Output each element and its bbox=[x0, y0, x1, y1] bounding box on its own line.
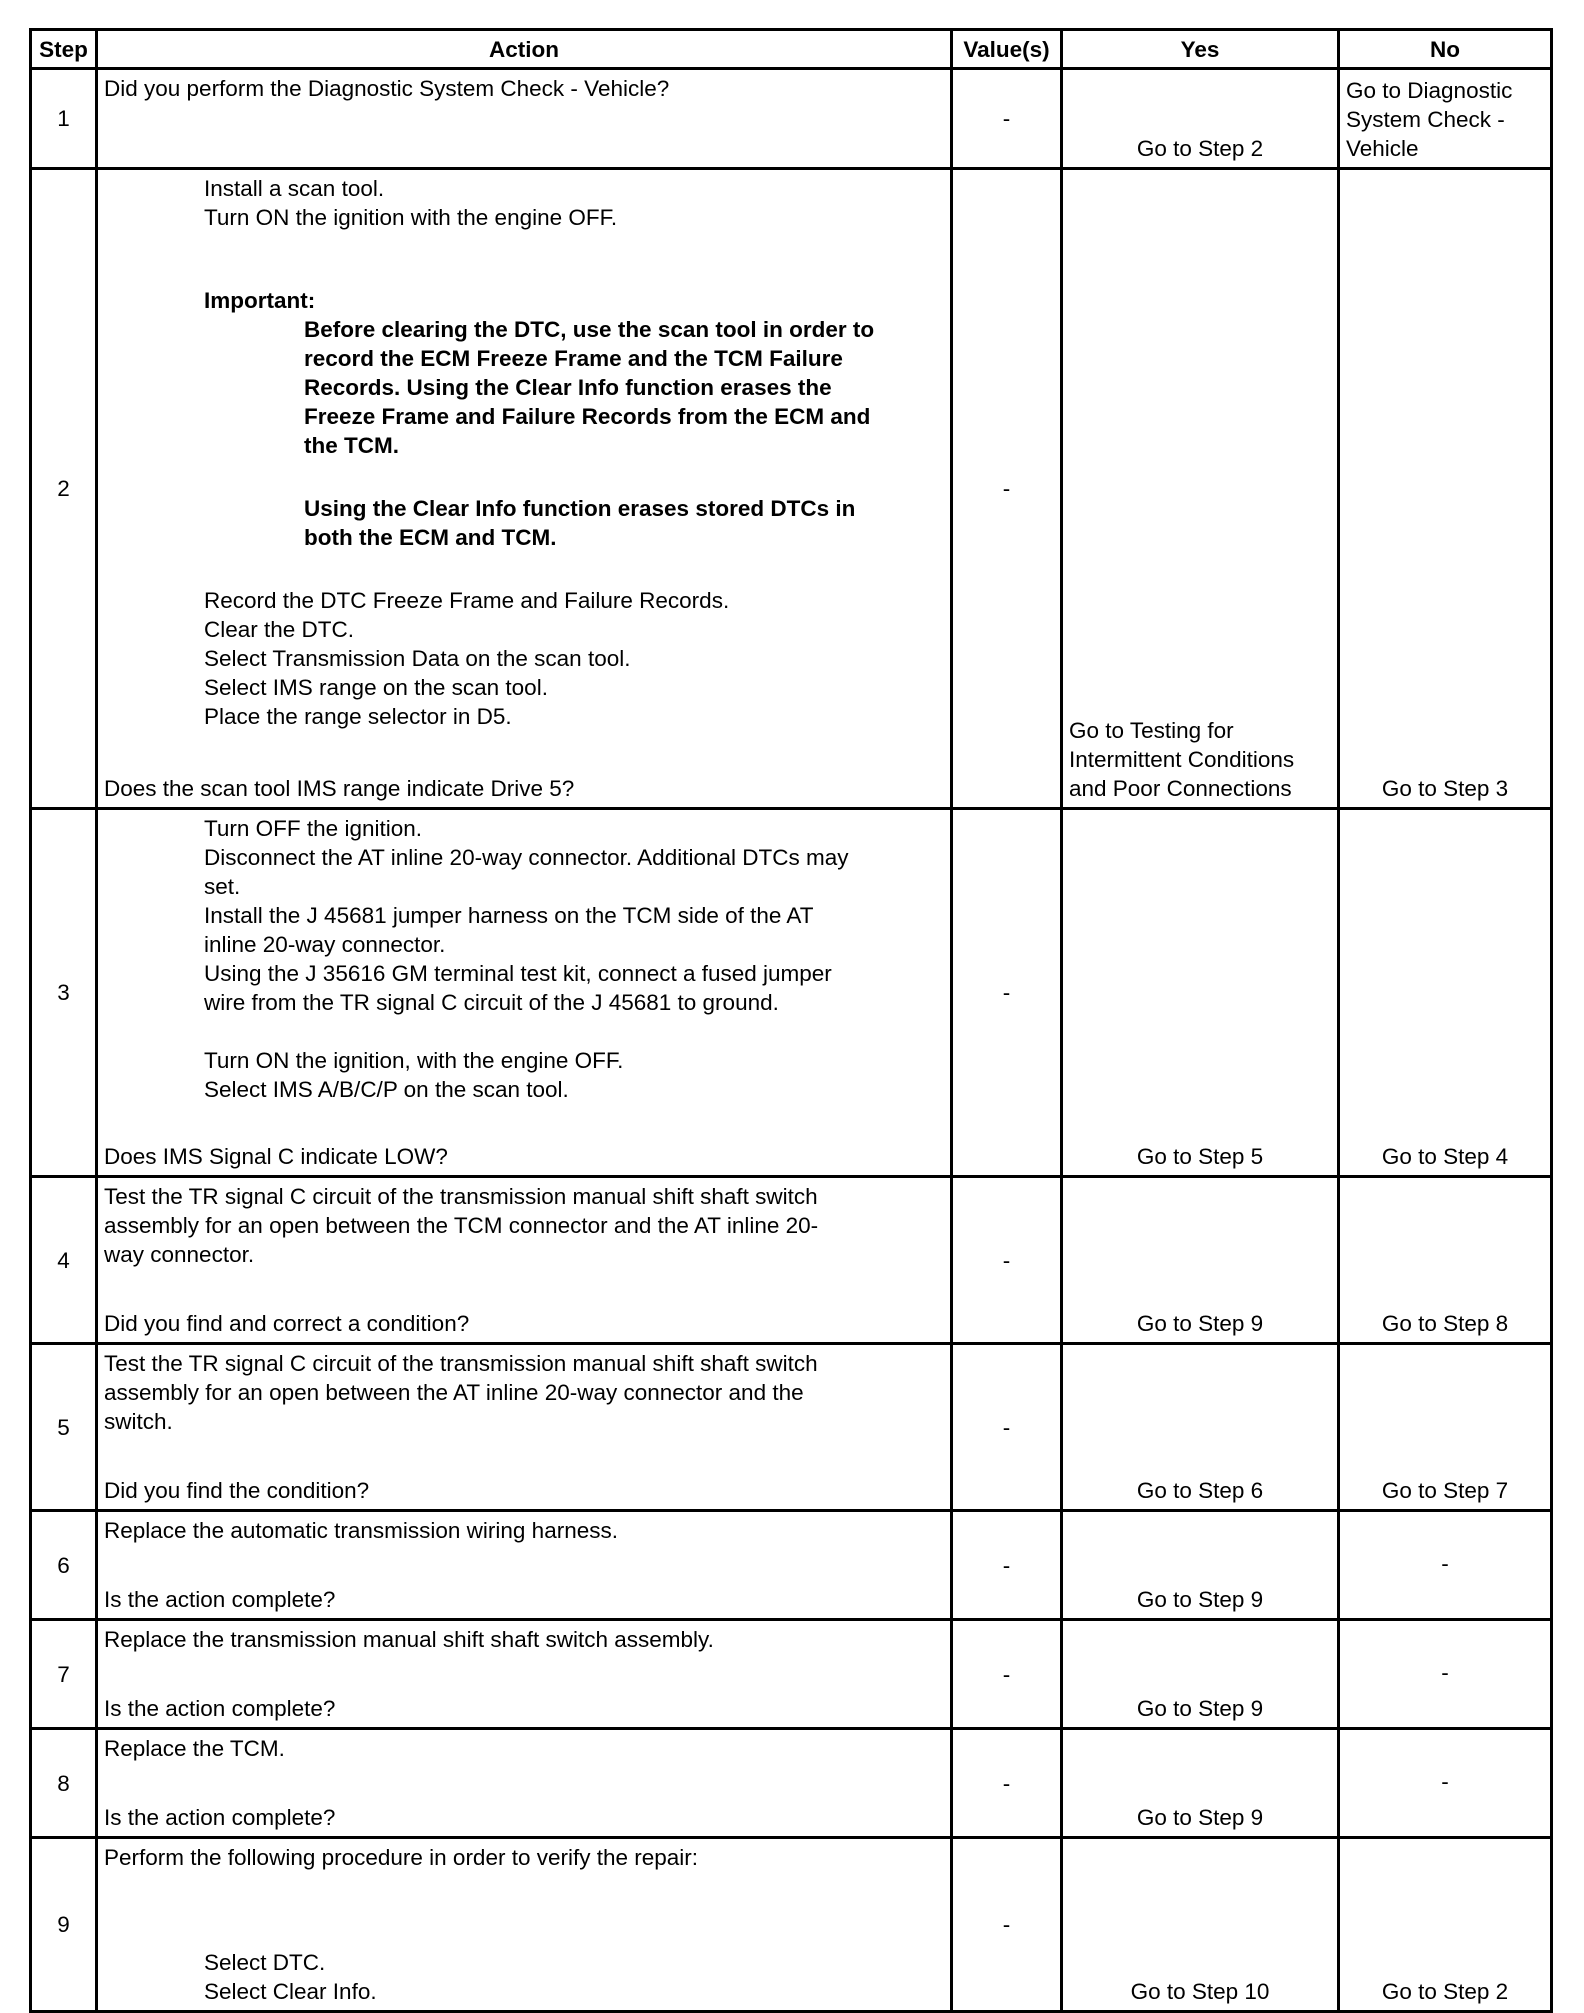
yes-cell bbox=[1062, 1838, 1339, 2012]
yes-cell bbox=[1062, 1511, 1339, 1620]
no-cell bbox=[1339, 1511, 1552, 1620]
action-text: assembly for an open between the AT inline 20-way connector and the bbox=[104, 1380, 804, 1405]
action-cell bbox=[97, 1620, 952, 1729]
table-row bbox=[31, 809, 1552, 1177]
value-cell: - bbox=[952, 69, 1062, 169]
action-text: Perform the following procedure in order to verify the repair: bbox=[104, 1845, 699, 1870]
step-number: 2 bbox=[31, 169, 97, 809]
no-text: Go to Step 8 bbox=[1381, 1311, 1509, 1336]
action-text: inline 20-way connector. bbox=[204, 932, 446, 957]
action-text: Replace the TCM. bbox=[104, 1736, 285, 1761]
action-question: Did you find the condition? bbox=[104, 1478, 370, 1503]
action-text: Select Transmission Data on the scan tool. bbox=[204, 646, 631, 671]
no-cell bbox=[1339, 1620, 1552, 1729]
action-text: both the ECM and TCM. bbox=[304, 525, 557, 550]
action-cell bbox=[97, 1838, 952, 2012]
action-text: Install a scan tool. bbox=[204, 176, 385, 201]
action-text: Freeze Frame and Failure Records from the ECM and bbox=[304, 404, 871, 429]
action-text: record the ECM Freeze Frame and the TCM Failure bbox=[304, 346, 843, 371]
action-text: Turn ON the ignition, with the engine OFF. bbox=[204, 1048, 624, 1073]
step-number: 8 bbox=[31, 1729, 97, 1838]
value-cell: - bbox=[952, 1344, 1062, 1511]
no-text: - bbox=[1441, 1659, 1449, 1685]
header-row bbox=[31, 30, 1552, 69]
no-cell bbox=[1339, 809, 1552, 1177]
yes-cell bbox=[1062, 1729, 1339, 1838]
header-no: No bbox=[1339, 30, 1552, 69]
action-text: Did you perform the Diagnostic System Check - Vehicle? bbox=[104, 76, 670, 101]
table-row bbox=[31, 1620, 1552, 1729]
no-text: Go to Step 4 bbox=[1381, 1144, 1509, 1169]
action-question: Is the action complete? bbox=[104, 1805, 336, 1830]
no-text: System Check - bbox=[1346, 107, 1505, 132]
no-cell bbox=[1339, 1177, 1552, 1344]
action-text: Clear the DTC. bbox=[204, 617, 355, 642]
step-number: 5 bbox=[31, 1344, 97, 1511]
header-yes: Yes bbox=[1062, 30, 1339, 69]
action-text: Install the J 45681 jumper harness on the TCM side of the AT bbox=[204, 903, 814, 928]
action-cell bbox=[97, 1511, 952, 1620]
no-cell bbox=[1339, 1838, 1552, 2012]
action-text: Select IMS A/B/C/P on the scan tool. bbox=[204, 1077, 569, 1102]
value-cell: - bbox=[952, 1177, 1062, 1344]
action-text: Replace the transmission manual shift shaft switch assembly. bbox=[104, 1627, 714, 1652]
no-text: Go to Diagnostic bbox=[1346, 78, 1513, 103]
no-text: Vehicle bbox=[1346, 136, 1419, 161]
yes-cell bbox=[1062, 169, 1339, 809]
table-row bbox=[31, 169, 1552, 809]
yes-cell bbox=[1062, 1620, 1339, 1729]
step-number: 4 bbox=[31, 1177, 97, 1344]
action-text: Select DTC. bbox=[204, 1950, 326, 1975]
action-question: Does IMS Signal C indicate LOW? bbox=[104, 1144, 448, 1169]
action-text: the TCM. bbox=[304, 433, 399, 458]
yes-text: Go to Step 9 bbox=[1136, 1805, 1264, 1830]
no-text: Go to Step 7 bbox=[1381, 1478, 1509, 1503]
yes-text: Go to Step 10 bbox=[1130, 1979, 1270, 2004]
table-row bbox=[31, 1838, 1552, 2012]
step-number: 7 bbox=[31, 1620, 97, 1729]
no-cell bbox=[1339, 1729, 1552, 1838]
action-text: Place the range selector in D5. bbox=[204, 704, 512, 729]
action-text: Records. Using the Clear Info function erases the bbox=[304, 375, 832, 400]
action-text: switch. bbox=[104, 1409, 173, 1434]
value-cell: - bbox=[952, 809, 1062, 1177]
action-text: Select Clear Info. bbox=[204, 1979, 377, 2004]
value-cell: - bbox=[952, 1838, 1062, 2012]
action-text: Turn OFF the ignition. bbox=[204, 816, 423, 841]
action-text: Select IMS range on the scan tool. bbox=[204, 675, 548, 700]
no-text: Go to Step 3 bbox=[1381, 776, 1509, 801]
action-question: Did you find and correct a condition? bbox=[104, 1311, 470, 1336]
no-text: - bbox=[1441, 1550, 1449, 1576]
yes-text: Go to Step 9 bbox=[1136, 1311, 1264, 1336]
yes-cell bbox=[1062, 69, 1339, 169]
action-text: way connector. bbox=[104, 1242, 255, 1267]
step-number: 1 bbox=[31, 69, 97, 169]
action-text: Replace the automatic transmission wiring harness. bbox=[104, 1518, 618, 1543]
yes-text: Go to Step 5 bbox=[1136, 1144, 1264, 1169]
table-row bbox=[31, 69, 1552, 169]
yes-text: Go to Step 6 bbox=[1136, 1478, 1264, 1503]
action-cell bbox=[97, 1729, 952, 1838]
yes-cell bbox=[1062, 1344, 1339, 1511]
table-row bbox=[31, 1511, 1552, 1620]
action-cell bbox=[97, 169, 952, 809]
action-cell bbox=[97, 1177, 952, 1344]
step-number: 3 bbox=[31, 809, 97, 1177]
action-text: set. bbox=[204, 874, 241, 899]
action-text: Record the DTC Freeze Frame and Failure Records. bbox=[204, 588, 730, 613]
action-text: Using the J 35616 GM terminal test kit, connect a fused jumper bbox=[204, 961, 832, 986]
action-cell bbox=[97, 1344, 952, 1511]
value-cell: - bbox=[952, 1511, 1062, 1620]
value-cell: - bbox=[952, 1729, 1062, 1838]
action-text: Test the TR signal C circuit of the transmission manual shift shaft switch bbox=[104, 1184, 818, 1209]
header-values: Value(s) bbox=[952, 30, 1062, 69]
action-text: Disconnect the AT inline 20-way connector. Additional DTCs may bbox=[204, 845, 849, 870]
action-cell bbox=[97, 809, 952, 1177]
yes-text: Go to Testing for bbox=[1069, 718, 1234, 743]
value-cell: - bbox=[952, 1620, 1062, 1729]
action-text: wire from the TR signal C circuit of the J 45681 to ground. bbox=[204, 990, 779, 1015]
table-row bbox=[31, 1344, 1552, 1511]
step-number: 6 bbox=[31, 1511, 97, 1620]
table-row bbox=[31, 1729, 1552, 1838]
header-action: Action bbox=[97, 30, 952, 69]
yes-cell bbox=[1062, 809, 1339, 1177]
table-row bbox=[31, 1177, 1552, 1344]
yes-text: Go to Step 9 bbox=[1136, 1587, 1264, 1612]
no-cell bbox=[1339, 169, 1552, 809]
action-text: assembly for an open between the TCM connector and the AT inline 20- bbox=[104, 1213, 819, 1238]
action-question: Is the action complete? bbox=[104, 1587, 336, 1612]
yes-text: Intermittent Conditions bbox=[1069, 747, 1295, 772]
yes-text: and Poor Connections bbox=[1069, 776, 1292, 801]
no-cell bbox=[1339, 1344, 1552, 1511]
header-step: Step bbox=[31, 30, 97, 69]
step-number: 9 bbox=[31, 1838, 97, 2012]
value-cell: - bbox=[952, 169, 1062, 809]
action-text: Test the TR signal C circuit of the transmission manual shift shaft switch bbox=[104, 1351, 818, 1376]
action-text: Using the Clear Info function erases stored DTCs in bbox=[304, 496, 856, 521]
action-question: Is the action complete? bbox=[104, 1696, 336, 1721]
important-label: Important: bbox=[204, 288, 316, 313]
no-cell bbox=[1339, 69, 1552, 169]
no-text: Go to Step 2 bbox=[1381, 1979, 1509, 2004]
action-cell bbox=[97, 69, 952, 169]
action-text: Before clearing the DTC, use the scan tool in order to bbox=[304, 317, 875, 342]
yes-text: Go to Step 2 bbox=[1136, 136, 1264, 161]
no-text: - bbox=[1441, 1768, 1449, 1794]
action-text: Turn ON the ignition with the engine OFF. bbox=[204, 205, 618, 230]
yes-text: Go to Step 9 bbox=[1136, 1696, 1264, 1721]
yes-cell bbox=[1062, 1177, 1339, 1344]
diagnostic-table bbox=[29, 28, 1553, 2013]
action-question: Does the scan tool IMS range indicate Drive 5? bbox=[104, 776, 575, 801]
